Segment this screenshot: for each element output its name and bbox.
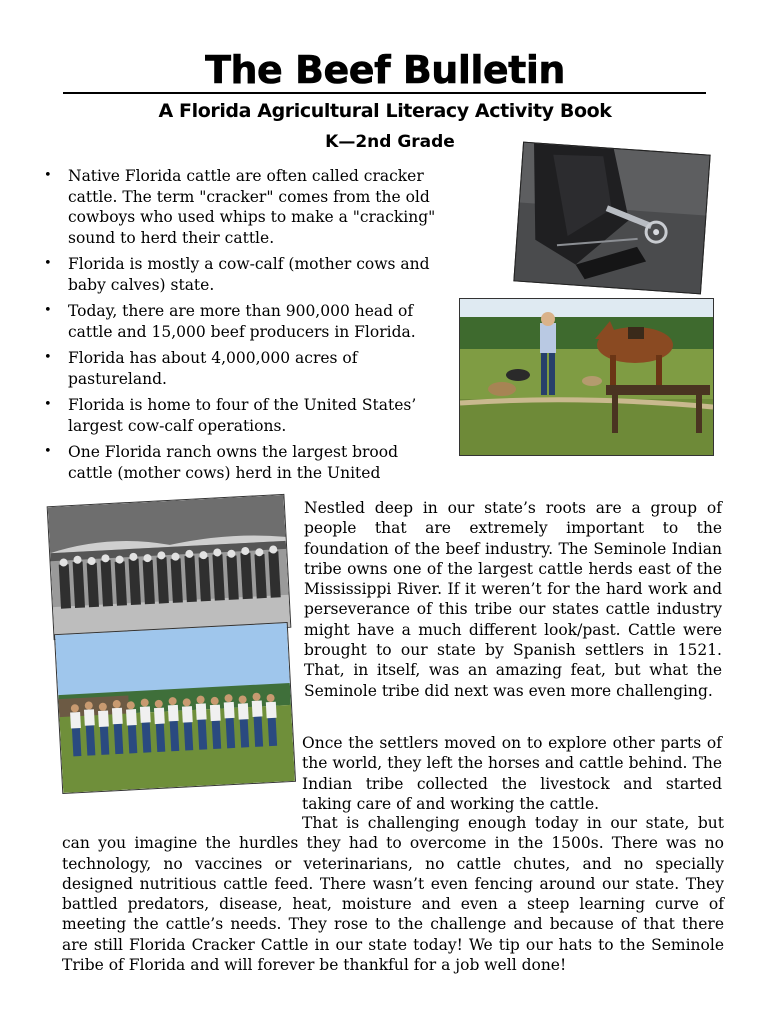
fact-item: • Florida is home to four of the United States’ largest cow-calf operations. bbox=[40, 395, 442, 436]
fact-item: • One Florida ranch owns the largest brood cattle (mother cows) herd in the United bbox=[40, 442, 442, 483]
photo-group-modern bbox=[54, 622, 296, 794]
article-paragraph-3: That is challenging enough today in our state, but can you imagine the hurdles they had to overcome in the 1500s. There was no technology, no vaccines or veterinarians, no cattle chutes, and no specially designed nutritious cattle feed. There wasn’t even fencing around our state. They battled predators, disease, heat, moisture and even a steep learning curve of meeting the cattle’s needs. They rose to the challenge and because of that there are still Florida Cracker Cattle in our state today! We tip our hats to the Seminole Tribe of Florida and will forever be thankful for a job well done! bbox=[62, 814, 724, 975]
page-subtitle: A Florida Agricultural Literacy Activity Book bbox=[158, 100, 612, 122]
photo-boot-spur bbox=[513, 142, 710, 295]
fact-item: • Florida is mostly a cow-calf (mother cows and baby calves) state. bbox=[40, 254, 442, 295]
photo-cowboy-horse bbox=[459, 298, 714, 456]
fact-item: • Today, there are more than 900,000 head of cattle and 15,000 beef producers in Florida. bbox=[40, 301, 442, 342]
page-title: The Beef Bulletin bbox=[205, 48, 565, 92]
photo-group-historic bbox=[47, 494, 292, 640]
article-paragraph-2: Once the settlers moved on to explore other parts of the world, they left the horses and cattle behind. The Indian tribe collected the livestock and started taking care of and working the cattle. bbox=[302, 734, 722, 813]
fact-item: • Native Florida cattle are often called cracker cattle. The term "cracker" comes from the old cowboys who used whips to make a "cracking" sound to herd their cattle. bbox=[40, 166, 442, 248]
title-divider bbox=[63, 92, 706, 94]
fact-list bbox=[40, 166, 442, 489]
fact-item: • Florida has about 4,000,000 acres of pastureland. bbox=[40, 348, 442, 389]
grade-level: K—2nd Grade bbox=[325, 132, 455, 152]
article-paragraph-1: Nestled deep in our state’s roots are a group of people that are extremely important to the foundation of the beef industry. The Seminole Indian tribe owns one of the largest cattle herds east of the Mississippi River. If it weren’t for the hard work and perseverance of this tribe our states cattle industry might have a much different look/past. Cattle were brought to our state by Spanish settlers in 1521. That, in itself, was an amazing feat, but what the Seminole tribe did next was even more challenging. bbox=[304, 499, 722, 700]
